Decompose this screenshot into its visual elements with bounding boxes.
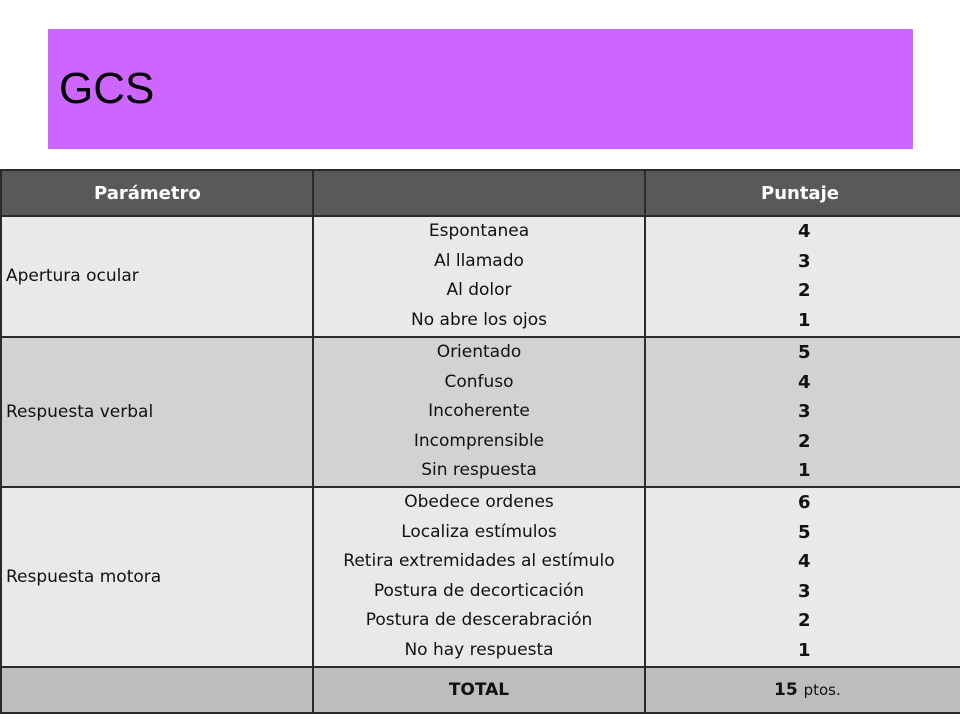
score-item: 1 [798, 639, 811, 661]
score-item: 2 [798, 430, 811, 452]
total-value-cell [645, 667, 960, 713]
options-ocular [313, 216, 645, 337]
total-unit: ptos. [803, 681, 841, 699]
option-item: Confuso [444, 371, 514, 392]
total-empty-cell [1, 667, 313, 713]
option-item: No hay respuesta [404, 639, 554, 660]
score-item: 3 [798, 401, 811, 423]
score-item: 6 [798, 492, 811, 514]
total-value: 15 [774, 680, 798, 700]
option-item: Postura de descerabración [365, 610, 593, 631]
option-item: Al llamado [434, 250, 524, 271]
table-row-verbal [1, 337, 960, 487]
header-options [313, 170, 645, 216]
option-item: No abre los ojos [411, 309, 547, 330]
table-row-ocular [1, 216, 960, 337]
score-item: 3 [798, 250, 811, 272]
score-item: 5 [798, 342, 811, 364]
option-item: Incomprensible [413, 430, 545, 451]
option-item: Postura de decorticación [373, 580, 585, 601]
option-item: Sin respuesta [421, 460, 537, 481]
score-item: 3 [798, 580, 811, 602]
score-item: 1 [798, 309, 811, 331]
gcs-table [0, 169, 960, 714]
option-item: Incoherente [428, 401, 530, 422]
option-item: Localiza estímulos [401, 521, 557, 542]
options-verbal [313, 337, 645, 487]
param-verbal: Respuesta verbal [1, 337, 313, 487]
score-item: 4 [798, 221, 811, 243]
option-item: Espontanea [428, 221, 530, 242]
scores-motora [645, 487, 960, 667]
table-header-row [1, 170, 960, 216]
score-item: 5 [798, 521, 811, 543]
table-row-motora [1, 487, 960, 667]
option-item: Obedece ordenes [404, 492, 554, 513]
option-item: Al dolor [446, 280, 512, 301]
score-item: 2 [798, 610, 811, 632]
header-score: Puntaje [645, 170, 960, 216]
total-label: TOTAL [313, 667, 645, 713]
scores-verbal [645, 337, 960, 487]
score-item: 2 [798, 280, 811, 302]
slide-title: GCS [59, 64, 155, 113]
param-ocular: Apertura ocular [1, 216, 313, 337]
score-item: 1 [798, 460, 811, 482]
score-item: 4 [798, 371, 811, 393]
table-row-total [1, 667, 960, 713]
slide-title-bar [48, 29, 913, 149]
options-motora [313, 487, 645, 667]
param-motora: Respuesta motora [1, 487, 313, 667]
option-item: Retira extremidades al estímulo [343, 551, 615, 572]
option-item: Orientado [436, 342, 522, 363]
header-parameter: Parámetro [1, 170, 313, 216]
scores-ocular [645, 216, 960, 337]
score-item: 4 [798, 551, 811, 573]
